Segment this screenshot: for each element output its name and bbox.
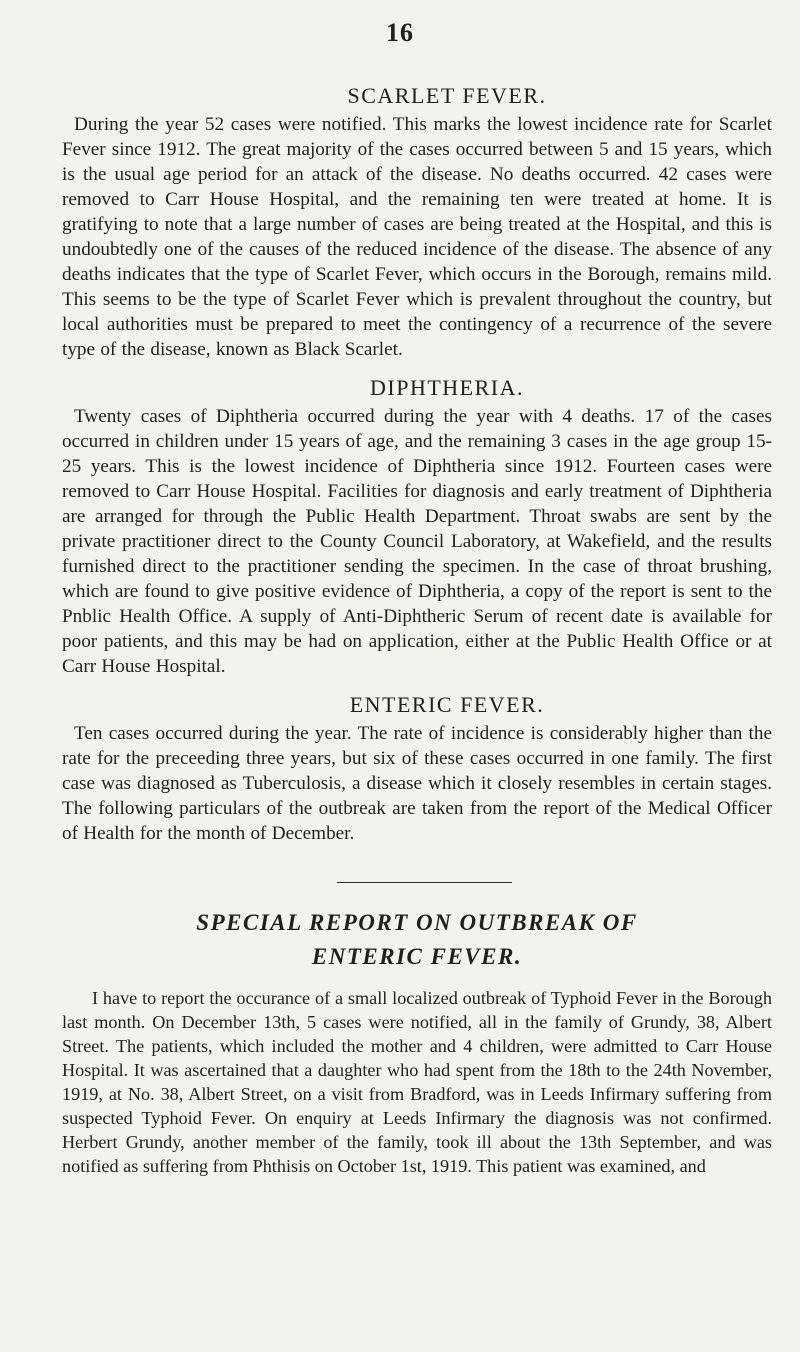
special-report-title-line1: SPECIAL REPORT ON OUTBREAK OF xyxy=(196,910,638,935)
diphtheria-paragraph: Twenty cases of Diphtheria occurred during the year with 4 deaths. 17 of the cases occurred in children under 15 years of age, and the remaining 3 cases in the age group 15-25 years. This is the lowest incidence of Diphtheria since 1912. Fourteen cases were removed to Carr House Hospital. Facilities for diagnosis and early treatment of Diphtheria are arranged for through the Public Health Department. Throat swabs are sent by the private practitioner direct to the County Council Laboratory, at Wakefield, and the results furnished direct to the practitioner sending the specimen. In the case of throat brushing, which are found to give positive evidence of Diphtheria, a copy of the report is sent to the Pnblic Health Office. A supply of Anti-Diphtheric Serum of recent date is available for poor patients, and this may be had on application, either at the Public Health Office or at Carr House Hospital. xyxy=(62,406,772,677)
page-content xyxy=(62,82,772,1178)
horizontal-divider xyxy=(337,882,512,883)
page-number: 16 xyxy=(386,18,414,47)
section-spacer xyxy=(62,679,772,691)
special-report-paragraph: I have to report the occurance of a small localized outbreak of Typhoid Fever in the Borough last month. On December 13th, 5 cases were notified, all in the family of Grundy, 38, Albert Street. The patients, which included the mother and 4 children, were admitted to Carr House Hospital. It was ascertained that a daughter who had spent from the 18th to the 24th November, 1919, at No. 38, Albert Street, on a visit from Bradford, was in Leeds Infirmary suffering from suspected Typhoid Fever. On enquiry at Leeds Infirmary the diagnosis was not confirmed. Herbert Grundy, another member of the family, took ill about the 13th September, and was notified as suffering from Phthisis on October 1st, 1919. This patient was examined, and xyxy=(62,988,772,1176)
divider-area xyxy=(62,846,772,906)
enteric-fever-section xyxy=(62,691,772,846)
section-spacer xyxy=(62,362,772,374)
report-spacer xyxy=(62,974,772,986)
scarlet-fever-heading: SCARLET FEVER. xyxy=(347,83,547,108)
enteric-fever-heading: ENTERIC FEVER. xyxy=(349,692,545,717)
enteric-fever-paragraph: Ten cases occurred during the year. The rate of incidence is considerably higher than the rate for the preceeding three years, but six of these cases occurred in one family. The first case was diagnosed as Tuberculosis, a disease which it closely resembles in certain stages. The following particulars of the outbreak are taken from the report of the Medical Officer of Health for the month of December. xyxy=(62,723,772,844)
diphtheria-heading: DIPHTHERIA. xyxy=(370,375,524,400)
special-report-title-line2: ENTERIC FEVER. xyxy=(311,944,523,969)
special-report-section xyxy=(62,906,772,1178)
diphtheria-section xyxy=(62,374,772,679)
scarlet-fever-section xyxy=(62,82,772,362)
scarlet-fever-paragraph: During the year 52 cases were notified. This marks the lowest incidence rate for Scarlet Fever since 1912. The great majority of the cases occurred between 5 and 15 years, which is the usual age period for an attack of the disease. No deaths occurred. 42 cases were removed to Carr House Hospital, and the remaining ten were treated at home. It is gratifying to note that a large number of cases are being treated at the Hospital, and this is undoubtedly one of the causes of the reduced incidence of the disease. The absence of any deaths indicates that the type of Scarlet Fever, which occurs in the Borough, remains mild. This seems to be the type of Scarlet Fever which is prevalent throughout the country, but local authorities must be prepared to meet the contingency of a recurrence of the severe type of the disease, known as Black Scarlet. xyxy=(62,114,772,360)
